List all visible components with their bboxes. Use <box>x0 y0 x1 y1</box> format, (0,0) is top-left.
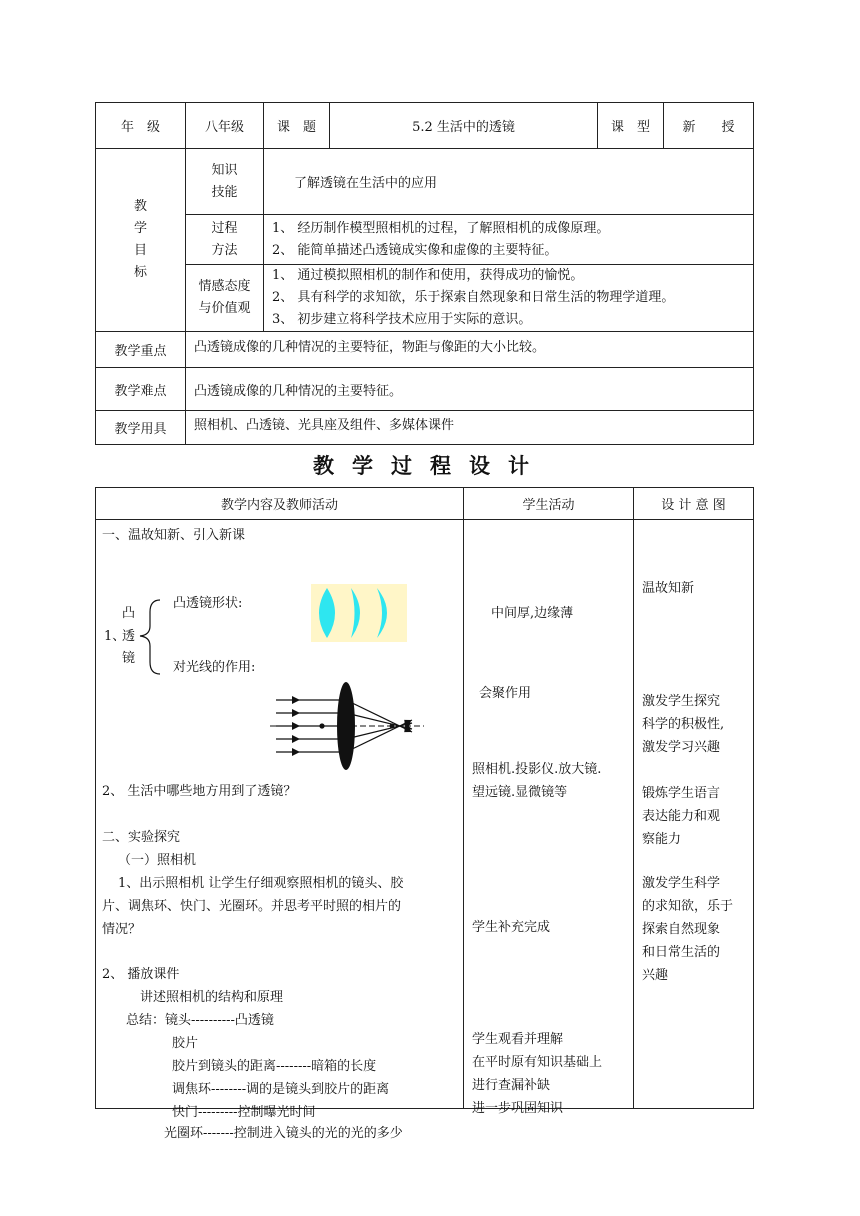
lens-char: 透 <box>122 629 136 644</box>
emotion-label-line: 与价值观 <box>198 301 251 316</box>
intent-line: 锻炼学生语言 <box>642 786 721 801</box>
knowledge-text: 了解透镜在生活中的应用 <box>264 149 754 215</box>
section-2-title: 二、实验探究 <box>102 830 181 845</box>
lens-shape-label: 凸透镜形状: <box>173 596 243 611</box>
objectives-label <box>96 149 186 332</box>
topic-value: 5.2 生活中的透镜 <box>330 103 598 149</box>
key-point-text: 凸透镜成像的几种情况的主要特征，物距与像距的大小比较。 <box>186 332 754 368</box>
intent-line: 和日常生活的 <box>642 945 721 960</box>
difficulty-text: 凸透镜成像的几种情况的主要特征。 <box>186 368 754 411</box>
student-column <box>464 520 634 1116</box>
objectives-label-char: 标 <box>133 265 147 280</box>
item-2-subtitle: 讲述照相机的结构和原理 <box>140 990 284 1005</box>
process-body-row <box>96 520 754 1109</box>
emotion-item: 1、 通过模拟照相机的制作和使用，获得成功的愉悦。 <box>272 268 584 283</box>
teacher-column <box>96 520 464 1141</box>
process-item: 1、 经历制作模型照相机的过程，了解照相机的成像原理。 <box>272 220 610 236</box>
objectives-label-char: 目 <box>133 243 147 258</box>
tools-label: 教学用具 <box>96 411 186 445</box>
process-header-row <box>96 488 754 520</box>
summary-line: 光圈环-------控制进入镜头的光的光的多少 <box>164 1126 403 1141</box>
intent-line: 激发学生探究 <box>642 694 721 709</box>
lens-char: 凸 <box>122 606 136 621</box>
emotion-label-line: 情感态度 <box>198 279 251 294</box>
item-1-line: 1、出示照相机 让学生仔细观察照相机的镜头、胶 <box>118 876 404 891</box>
grade-value: 八年级 <box>186 103 264 149</box>
intent-line: 激发学生科学 <box>642 876 721 891</box>
emotion-label <box>186 265 264 332</box>
intent-line: 察能力 <box>642 832 682 847</box>
intent-line: 探索自然现象 <box>642 922 721 937</box>
intent-column <box>634 520 754 1109</box>
type-label: 课 型 <box>598 103 664 149</box>
summary-line: 胶片 <box>172 1036 199 1051</box>
process-label-line: 方法 <box>211 242 238 258</box>
key-point-row <box>96 332 754 368</box>
difficulty-label: 教学难点 <box>96 368 186 411</box>
knowledge-label-line: 技能 <box>211 184 238 200</box>
summary-line: 调焦环--------调的是镜头到胶片的距离 <box>172 1082 390 1097</box>
student-answer-light: 会聚作用 <box>479 686 532 701</box>
type-value: 新 授 <box>664 103 754 149</box>
student-answer-understand-line: 进行查漏补缺 <box>472 1078 551 1093</box>
emotion-item: 2、 具有科学的求知欲，乐于探索自然现象和日常生活的物理学道理。 <box>272 290 675 305</box>
header-intent: 设 计 意 图 <box>634 488 754 520</box>
intent-line: 激发学习兴趣 <box>642 740 721 755</box>
section-1-title: 一、温故知新、引入新课 <box>102 528 246 543</box>
tools-text: 照相机、凸透镜、光具座及组件、多媒体课件 <box>186 411 754 445</box>
lens-light-label: 对光线的作用: <box>173 660 256 675</box>
emotion-item: 3、 初步建立将科学技术应用于实际的意识。 <box>272 312 532 327</box>
student-answer-understand-line: 在平时原有知识基础上 <box>472 1055 603 1070</box>
item-2: 2、 播放课件 <box>102 967 180 982</box>
objective-process-row <box>96 215 754 265</box>
brace-icon <box>136 590 176 680</box>
knowledge-label-line: 知识 <box>211 162 238 178</box>
topic-label: 课 题 <box>264 103 330 149</box>
convex-lens-shapes-figure <box>311 584 407 642</box>
tools-row <box>96 411 754 445</box>
process-design-title: 教学过程设计 <box>313 454 547 478</box>
student-answer-uses-line: 照相机.投影仪.放大镜. <box>472 762 602 777</box>
student-answer-shape: 中间厚,边缘薄 <box>491 606 574 621</box>
lesson-info-table <box>95 102 754 445</box>
lens-number: 1、 <box>104 629 126 644</box>
intent-review: 温故知新 <box>642 581 695 596</box>
intent-line: 兴趣 <box>642 968 669 983</box>
item-1-line: 片、调焦环、快门、光圈环。并思考平时照的相片的 <box>102 899 402 914</box>
student-answer-understand-line: 学生观看并理解 <box>472 1032 564 1047</box>
question-2: 2、 生活中哪些地方用到了透镜？ <box>102 784 297 799</box>
objective-emotion-row <box>96 265 754 332</box>
key-point-label: 教学重点 <box>96 332 186 368</box>
intent-line: 科学的积极性, <box>642 717 725 732</box>
summary-line: 快门---------控制曝光时间 <box>172 1105 316 1120</box>
intent-line: 表达能力和观 <box>642 809 721 824</box>
process-item: 2、 能简单描述凸透镜成实像和虚像的主要特征。 <box>272 242 558 258</box>
objective-knowledge-row <box>96 149 754 215</box>
header-teacher: 教学内容及教师活动 <box>96 488 464 520</box>
section-2-subtitle: （一）照相机 <box>118 853 197 868</box>
emotion-text <box>264 265 754 332</box>
student-answer-complete: 学生补充完成 <box>472 920 551 935</box>
info-header-row <box>96 103 754 149</box>
summary-line: 总结：镜头----------凸透镜 <box>126 1013 274 1028</box>
process-text <box>264 215 754 265</box>
header-student: 学生活动 <box>464 488 634 520</box>
process-label <box>186 215 264 265</box>
summary-line: 胶片到镜头的距离--------暗箱的长度 <box>172 1059 377 1074</box>
intent-line: 的求知欲，乐于 <box>642 899 734 914</box>
knowledge-label <box>186 149 264 215</box>
student-answer-uses-line: 望远镜.显微镜等 <box>472 785 568 800</box>
converging-light-diagram <box>266 680 426 772</box>
difficulty-row <box>96 368 754 411</box>
lens-char: 镜 <box>122 651 136 666</box>
objectives-label-char: 教 <box>133 199 147 214</box>
process-label-line: 过程 <box>211 220 238 236</box>
item-1-line: 情况？ <box>102 922 142 937</box>
student-answer-understand-line: 进一步巩固知识 <box>472 1101 564 1116</box>
objectives-label-char: 学 <box>133 221 147 236</box>
grade-label: 年 级 <box>96 103 186 149</box>
process-table <box>95 487 754 1141</box>
